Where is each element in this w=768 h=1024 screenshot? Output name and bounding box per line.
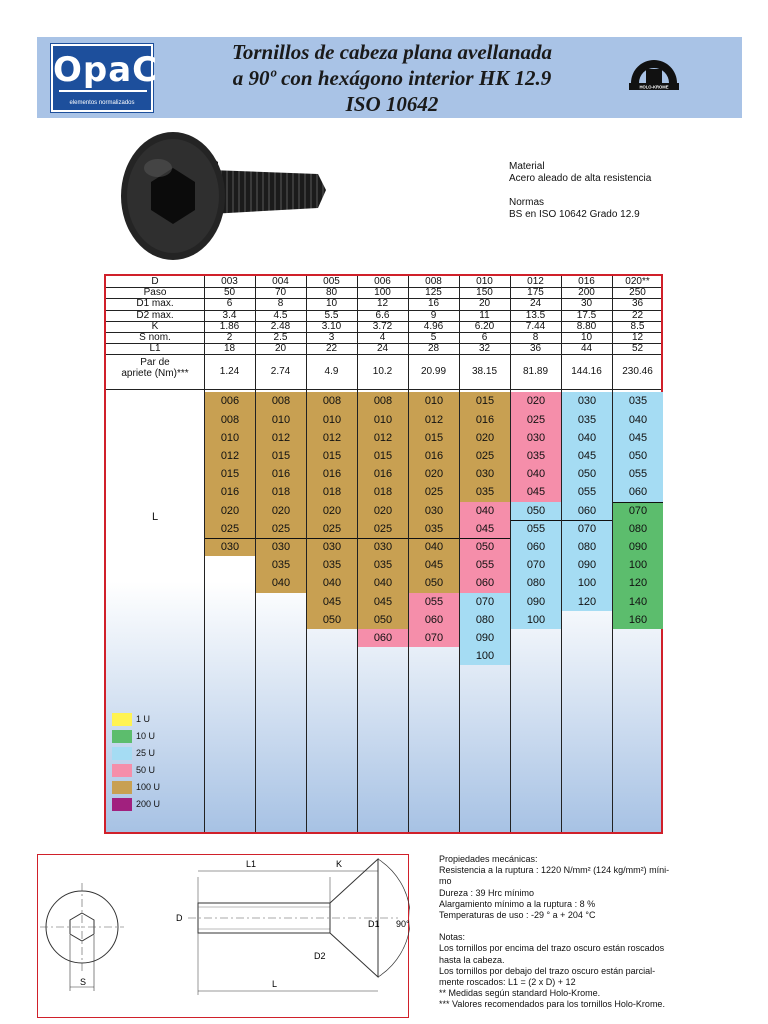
length-cell: 015: [409, 429, 459, 447]
length-cell: 016: [205, 483, 255, 501]
table-cell: 10: [325, 298, 338, 310]
legend-label: 1 U: [136, 714, 151, 724]
material-info: [509, 161, 651, 221]
length-cell: 016: [409, 447, 459, 465]
length-cell: 060: [613, 483, 663, 501]
length-cell: 035: [358, 556, 408, 574]
length-cell: 060: [358, 629, 408, 647]
props-line-1: Resistencia a la ruptura : 1220 N/mm² (124 kg/mm²) míni-: [439, 865, 670, 876]
legend-label: 200 U: [136, 799, 161, 809]
length-cell: 012: [256, 429, 306, 447]
length-cell: 090: [511, 593, 561, 611]
length-cell: 040: [460, 502, 510, 520]
torque-cell: 38.15: [471, 366, 498, 378]
props-line-3: Dureza : 39 Hrc mínimo: [439, 887, 535, 898]
table-cell: 8: [277, 298, 284, 310]
table-cell: 20: [274, 343, 287, 355]
table-cell: 012: [527, 276, 544, 287]
table-cell: 3.4: [222, 309, 237, 321]
length-cell: 015: [460, 392, 510, 410]
length-cell: 020: [409, 465, 459, 483]
row-label: D1 max.: [136, 298, 174, 310]
length-cell: 035: [409, 520, 459, 538]
length-cell: 160: [613, 611, 663, 629]
props-line-5: Temperaturas de uso : -29 ° a + 204 °C: [439, 910, 596, 921]
length-cell: 010: [256, 411, 306, 429]
length-cell: 100: [460, 647, 510, 665]
length-cell: 010: [409, 392, 459, 410]
table-cell: 125: [425, 287, 442, 299]
table-cell: 6.6: [375, 309, 390, 321]
length-cell: 015: [358, 447, 408, 465]
torque-cell: 20.99: [420, 366, 447, 378]
dim-D: D: [176, 913, 183, 923]
table-cell: 52: [631, 343, 644, 355]
length-cell: 060: [562, 502, 612, 520]
length-cell: 030: [409, 502, 459, 520]
table-cell: 9: [430, 309, 437, 321]
length-cell: 020: [307, 502, 357, 520]
length-cell: 045: [613, 429, 663, 447]
table-cell: 36: [631, 298, 644, 310]
length-cell: 020: [358, 502, 408, 520]
length-cell: 050: [307, 611, 357, 629]
props-line-4: Alargamiento mínimo a la ruptura : 8 %: [439, 898, 596, 909]
torque-cell: 1.24: [219, 366, 240, 378]
length-cell: 012: [409, 411, 459, 429]
title-line-2: a 90º con hexágono interior HK 12.9: [232, 66, 552, 90]
length-cell: 090: [613, 538, 663, 556]
length-cell: 140: [613, 593, 663, 611]
length-cell: 050: [460, 538, 510, 556]
row-label: S nom.: [139, 332, 171, 343]
table-cell: 12: [631, 332, 644, 343]
table-cell: 6: [226, 298, 233, 310]
table-cell: 4.5: [273, 309, 288, 321]
length-cell: 080: [511, 574, 561, 592]
length-cell: 035: [562, 411, 612, 429]
length-cell: 010: [307, 411, 357, 429]
table-cell: 22: [631, 309, 644, 321]
length-cell: 016: [460, 411, 510, 429]
thread-divider: [562, 520, 612, 521]
table-cell: 4: [379, 332, 386, 343]
length-cell: 055: [511, 520, 561, 538]
table-cell: 28: [427, 343, 440, 355]
table-cell: 8.5: [630, 320, 645, 332]
table-cell: 18: [223, 343, 236, 355]
length-cell: 030: [307, 538, 357, 556]
length-cell: 030: [358, 538, 408, 556]
length-cell: 040: [613, 411, 663, 429]
dim-D1: D1: [368, 919, 380, 929]
length-cell: 015: [307, 447, 357, 465]
length-cell: 015: [205, 465, 255, 483]
length-cell: 040: [358, 574, 408, 592]
thread-divider: [358, 538, 408, 539]
length-cell: 070: [562, 520, 612, 538]
table-cell: 80: [325, 287, 338, 299]
row-label: D2 max.: [136, 309, 174, 321]
legend-label: 100 U: [136, 782, 161, 792]
length-cell: 020: [460, 429, 510, 447]
table-cell: 3: [328, 332, 335, 343]
length-cell: 030: [511, 429, 561, 447]
table-cell: 6: [481, 332, 488, 343]
torque-cell: 81.89: [522, 366, 549, 378]
table-cell: 70: [274, 287, 287, 299]
front-view: [40, 883, 124, 991]
length-cell: 120: [562, 593, 612, 611]
length-cell: 050: [562, 465, 612, 483]
table-cell: 30: [580, 298, 593, 310]
table-cell: 3.10: [321, 320, 342, 332]
legend-swatch: [112, 781, 132, 794]
table-cell: 6.20: [474, 320, 495, 332]
dim-angle: 90°: [396, 919, 410, 929]
table-cell: 17.5: [576, 309, 597, 321]
title-line-1: Tornillos de cabeza plana avellanada: [231, 40, 553, 64]
length-cell: 070: [409, 629, 459, 647]
material-label: Material: [509, 161, 545, 172]
length-cell: 040: [256, 574, 306, 592]
length-cell: 012: [307, 429, 357, 447]
table-cell: 200: [578, 287, 595, 299]
row-divider: [106, 389, 661, 390]
length-cell: 045: [409, 556, 459, 574]
length-cell: 055: [460, 556, 510, 574]
note-3: Los tornillos por debajo del trazo oscuro están parcial-: [439, 965, 656, 976]
legend-swatch: [112, 730, 132, 743]
length-cell: 006: [205, 392, 255, 410]
length-cell: 035: [613, 392, 663, 410]
torque-cell: 4.9: [324, 366, 339, 378]
length-cell: 030: [205, 538, 255, 556]
note-5: ** Medidas según standard Holo-Krome.: [439, 988, 601, 999]
torque-cell: 144.16: [571, 366, 602, 378]
torque-cell: 10.2: [372, 366, 393, 378]
length-cell: 045: [358, 593, 408, 611]
length-cell: 050: [613, 447, 663, 465]
length-cell: 020: [205, 502, 255, 520]
length-cell: 020: [511, 392, 561, 410]
length-cell: 008: [256, 392, 306, 410]
table-cell: 016: [578, 276, 595, 287]
brand-text: HOLO-KROME: [639, 84, 669, 90]
table-cell: 20: [478, 298, 491, 310]
legend-swatch: [112, 764, 132, 777]
length-cell: 080: [562, 538, 612, 556]
logo-divider: [59, 90, 147, 92]
length-cell: 050: [409, 574, 459, 592]
length-cell: 080: [460, 611, 510, 629]
notes-title: Notas:: [439, 932, 466, 943]
dim-S: S: [80, 977, 87, 987]
length-cell: 100: [562, 574, 612, 592]
table-cell: 020**: [625, 276, 650, 287]
table-cell: 50: [223, 287, 236, 299]
table-cell: 2: [226, 332, 233, 343]
table-cell: 32: [478, 343, 491, 355]
note-4: mente roscados: L1 = (2 x D) + 12: [439, 977, 576, 988]
length-cell: 018: [307, 483, 357, 501]
legend-swatch: [112, 713, 132, 726]
length-cell: 060: [409, 611, 459, 629]
length-cell: 025: [256, 520, 306, 538]
length-cell: 008: [307, 392, 357, 410]
torque-cell: 2.74: [270, 366, 291, 378]
length-cell: 090: [562, 556, 612, 574]
length-cell: 030: [256, 538, 306, 556]
length-cell: 045: [307, 593, 357, 611]
header-banner: [37, 37, 742, 118]
row-label: K: [151, 320, 159, 332]
thread-divider: [460, 538, 510, 539]
dim-L: L: [272, 979, 278, 989]
length-cell: 035: [307, 556, 357, 574]
length-cell: 015: [256, 447, 306, 465]
length-cell: 035: [256, 556, 306, 574]
table-cell: 1.86: [219, 320, 240, 332]
thread-divider: [205, 538, 255, 539]
note-6: *** Valores recomendados para los tornillos Holo-Krome.: [439, 999, 665, 1010]
length-cell: 025: [358, 520, 408, 538]
length-cell: 008: [205, 411, 255, 429]
length-cell: 060: [460, 574, 510, 592]
torque-label: Par de: [140, 357, 170, 369]
title-line-3: ISO 10642: [345, 92, 439, 116]
length-cell: 016: [256, 465, 306, 483]
norms-label: Normas: [509, 197, 545, 208]
length-cell: 100: [511, 611, 561, 629]
props-title: Propiedades mecánicas:: [439, 854, 538, 864]
length-cell: 025: [205, 520, 255, 538]
length-cell: 012: [358, 429, 408, 447]
table-cell: 8.80: [576, 320, 597, 332]
legend-swatch: [112, 747, 132, 760]
thread-divider: [409, 538, 459, 539]
length-cell: 080: [613, 520, 663, 538]
page-title: [187, 39, 597, 117]
length-cell: 040: [409, 538, 459, 556]
table-cell: 44: [580, 343, 593, 355]
dim-L1: L1: [246, 859, 257, 869]
dimensions-table: [104, 274, 663, 834]
logo-text: OpaC: [53, 50, 159, 90]
length-cell: 070: [613, 502, 663, 520]
table-cell: 5.5: [324, 309, 339, 321]
length-cell: 025: [511, 411, 561, 429]
length-cell: 030: [562, 392, 612, 410]
legend-label: 50 U: [136, 765, 156, 775]
row-label: L1: [149, 343, 161, 355]
table-cell: 100: [374, 287, 391, 299]
length-cell: 070: [511, 556, 561, 574]
torque-cell: 230.46: [622, 366, 653, 378]
table-cell: 10: [580, 332, 593, 343]
length-cell: 010: [205, 429, 255, 447]
material-value: Acero aleado de alta resistencia: [509, 173, 652, 184]
table-cell: 16: [427, 298, 440, 310]
table-cell: 4.96: [423, 320, 444, 332]
length-cell: 050: [511, 502, 561, 520]
length-cell: 120: [613, 574, 663, 592]
table-cell: 36: [529, 343, 542, 355]
table-cell: 22: [325, 343, 338, 355]
length-cell: 055: [613, 465, 663, 483]
table-cell: 150: [476, 287, 493, 299]
length-cell: 025: [460, 447, 510, 465]
row-label: Paso: [143, 287, 167, 299]
table-cell: 8: [532, 332, 539, 343]
table-cell: 24: [529, 298, 542, 310]
note-2: hasta la cabeza.: [439, 954, 505, 965]
note-1: Los tornillos por encima del trazo oscuro están roscados: [439, 943, 665, 954]
legend-label: 10 U: [136, 731, 156, 741]
side-view: [176, 859, 410, 995]
opac-logo: [51, 44, 159, 112]
length-cell: 025: [307, 520, 357, 538]
length-cell: 035: [460, 483, 510, 501]
table-cell: 2.48: [270, 320, 291, 332]
length-cell: 016: [307, 465, 357, 483]
length-cell: 100: [613, 556, 663, 574]
length-cell: 016: [358, 465, 408, 483]
table-cell: 008: [425, 276, 442, 287]
length-cell: 050: [358, 611, 408, 629]
thread-divider: [511, 520, 561, 521]
length-cell: 008: [358, 392, 408, 410]
length-cell: 040: [511, 465, 561, 483]
length-cell: 018: [256, 483, 306, 501]
length-cell: 070: [460, 593, 510, 611]
length-cell: 018: [358, 483, 408, 501]
table-cell: 2.5: [273, 332, 288, 343]
screw-photo: [118, 128, 330, 266]
table-cell: 5: [430, 332, 437, 343]
length-cell: 060: [511, 538, 561, 556]
table-cell: 010: [476, 276, 493, 287]
length-cell: 035: [511, 447, 561, 465]
table-cell: 13.5: [525, 309, 546, 321]
logo-subtitle: elementos normalizados: [69, 100, 135, 106]
thread-divider: [256, 538, 306, 539]
legend-swatch: [112, 798, 132, 811]
length-cell: 045: [562, 447, 612, 465]
length-cell: 030: [460, 465, 510, 483]
dim-K: K: [336, 859, 343, 869]
table-cell: 005: [323, 276, 340, 287]
length-cell: 025: [409, 483, 459, 501]
length-cell: 040: [307, 574, 357, 592]
table-cell: 006: [374, 276, 391, 287]
table-cell: 175: [527, 287, 544, 299]
table-cell: 3.72: [372, 320, 393, 332]
properties-notes: [439, 854, 729, 1011]
length-cell: 040: [562, 429, 612, 447]
torque-label: apriete (Nm)***: [121, 368, 189, 380]
table-cell: 11: [479, 309, 490, 321]
length-cell: 090: [460, 629, 510, 647]
length-cell: 045: [511, 483, 561, 501]
length-cell: 020: [256, 502, 306, 520]
props-line-2: mo: [439, 876, 452, 887]
table-cell: 7.44: [525, 320, 546, 332]
table-cell: 250: [629, 287, 646, 299]
thread-divider: [307, 538, 357, 539]
thread-divider: [613, 502, 663, 503]
length-cell: 055: [562, 483, 612, 501]
table-cell: 004: [272, 276, 289, 287]
table-cell: 12: [376, 298, 389, 310]
length-cell: 010: [358, 411, 408, 429]
table-cell: 003: [221, 276, 238, 287]
length-cell: 012: [205, 447, 255, 465]
holo-krome-logo: [625, 55, 683, 97]
length-label: L: [151, 510, 159, 523]
technical-drawing: [37, 854, 409, 1018]
table-cell: 24: [376, 343, 389, 355]
dim-D2: D2: [314, 951, 326, 961]
length-cell: 055: [409, 593, 459, 611]
length-cell: 045: [460, 520, 510, 538]
row-label: D: [151, 276, 159, 287]
norms-value: BS en ISO 10642 Grado 12.9: [509, 209, 640, 220]
legend-label: 25 U: [136, 748, 156, 758]
